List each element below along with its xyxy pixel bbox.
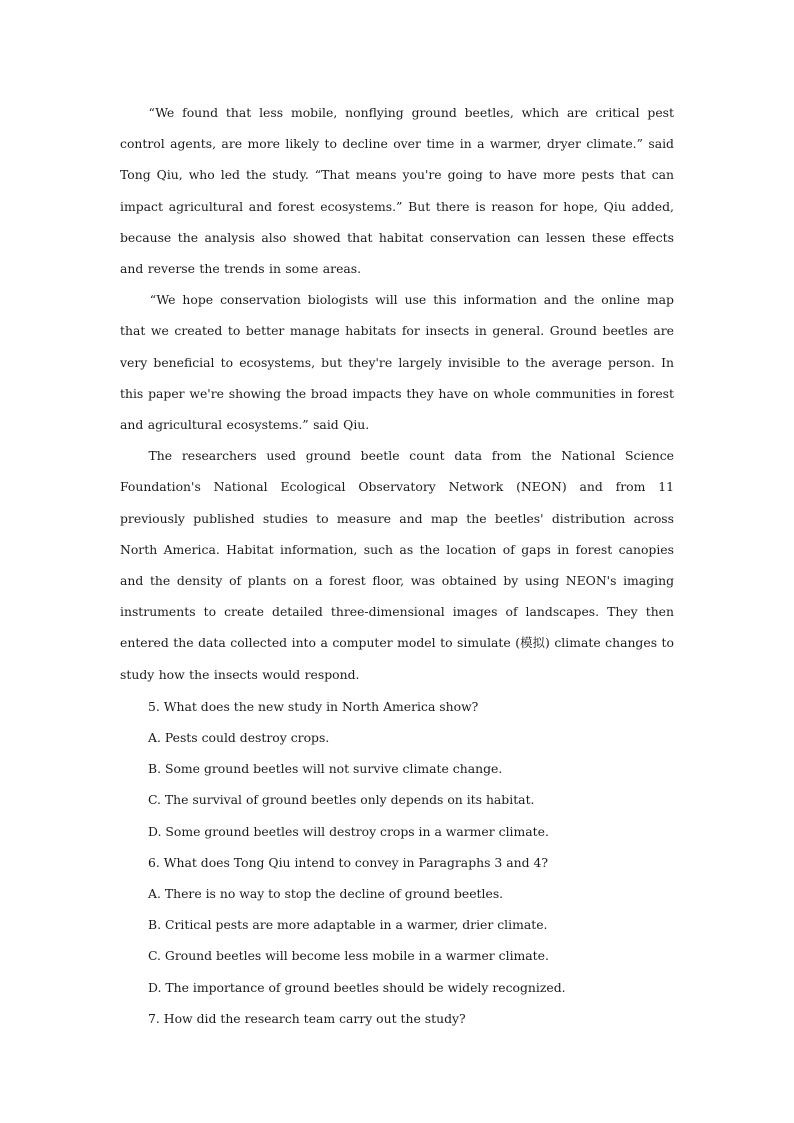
passage-paragraph-1: “We found that less mobile, nonflying ground beetles, which are critical pest control agents, are more likely to decline over time in a warmer, dryer climate.” said Tong Qiu, who led the study. “That means you're going to have more pests that can impact agricultural and forest ecosystems.” But there is reason for hope, Qiu added, because the analysis also showed that habitat conservation can lessen these effects and reverse the trends in some areas. bbox=[120, 105, 674, 277]
answer-option-a: A. There is no way to stop the decline of ground beetles. bbox=[148, 886, 504, 902]
answer-option-d: D. The importance of ground beetles should be widely recognized. bbox=[148, 979, 566, 995]
document-page bbox=[120, 97, 674, 1034]
question-stem: 5. What does the new study in North America show? bbox=[148, 698, 479, 714]
passage-paragraph-2: “We hope conservation biologists will use this information and the online map that we created to better manage habitats for insects in general. Ground beetles are very beneficial to ecosystems, but they're largely invisible to the average person. In this paper we're showing the broad impacts they have on whole communities in forest and agricultural ecosystems.” said Qiu. bbox=[120, 292, 674, 433]
answer-option-d: D. Some ground beetles will destroy crops in a warmer climate. bbox=[148, 823, 549, 839]
question-7 bbox=[120, 1003, 674, 1034]
question-6 bbox=[120, 847, 674, 1003]
answer-option-b: B. Critical pests are more adaptable in a warmer, drier climate. bbox=[148, 917, 548, 933]
question-5 bbox=[120, 691, 674, 847]
passage-paragraph-3: The researchers used ground beetle count data from the National Science Foundation's National Ecological Observatory Network (NEON) and from 11 previously published studies to measure and map the beetles' distribution across North America. Habitat information, such as the location of gaps in forest canopies and the density of plants on a forest floor, was obtained by using NEON's imaging instruments to create detailed three-dimensional images of landscapes. They then entered the data collected into a computer model to simulate (模拟) climate changes to study how the insects would respond. bbox=[120, 448, 674, 682]
question-stem: 6. What does Tong Qiu intend to convey in Paragraphs 3 and 4? bbox=[148, 854, 548, 870]
answer-option-c: C. The survival of ground beetles only depends on its habitat. bbox=[148, 792, 535, 808]
question-stem: 7. How did the research team carry out the study? bbox=[148, 1010, 466, 1026]
answer-option-c: C. Ground beetles will become less mobile in a warmer climate. bbox=[148, 948, 549, 964]
answer-option-a: A. Pests could destroy crops. bbox=[148, 730, 330, 746]
answer-option-b: B. Some ground beetles will not survive climate change. bbox=[148, 761, 503, 777]
